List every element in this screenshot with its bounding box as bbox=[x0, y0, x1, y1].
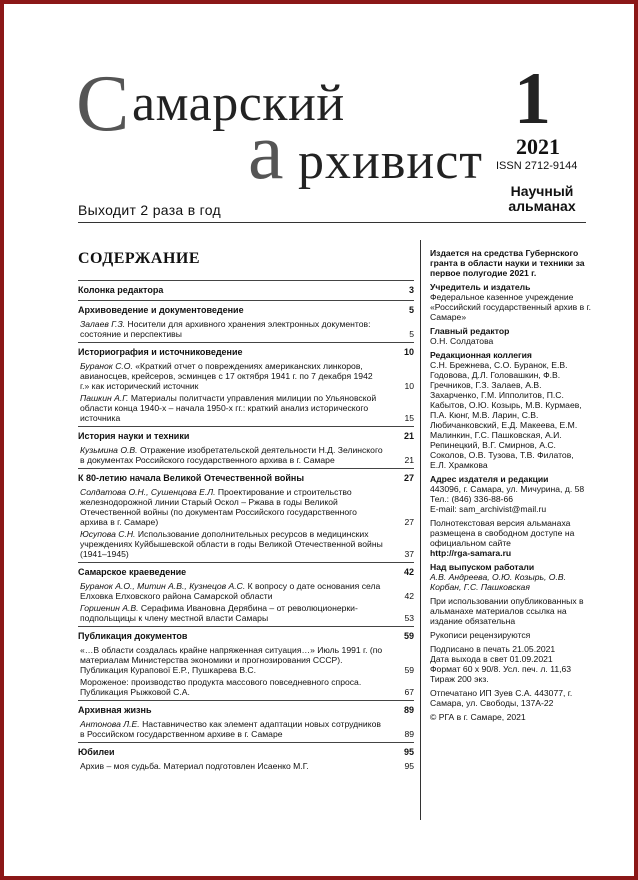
signed-date: Подписано в печать 21.05.2021 bbox=[430, 644, 556, 654]
toc-entry-title: Материалы политчасти управления милиции по Ульяновской области конца 1940-х – начала 1950-х гг.: краткий анализ исторического источника bbox=[80, 393, 377, 423]
frequency: Выходит 2 раза в год bbox=[78, 202, 221, 218]
toc-section-page: 21 bbox=[403, 431, 414, 441]
toc-entry-title: Архив – моя судьба. Материал подготовлен Исаенко М.Г. bbox=[80, 761, 309, 771]
toc-section-title: Юбилеи bbox=[78, 747, 115, 757]
toc-section-title: К 80-летию начала Великой Отечественной войны bbox=[78, 473, 305, 483]
toc-section-title: История науки и техники bbox=[78, 431, 190, 441]
publication-type: Научный альманах bbox=[508, 183, 576, 214]
toc-section-page: 42 bbox=[403, 567, 414, 577]
toc-section-page: 95 bbox=[403, 747, 414, 757]
toc-entry-author: Кузьмина О.В. bbox=[80, 445, 138, 455]
issue-year: 2021 bbox=[516, 134, 560, 159]
toc-section bbox=[78, 300, 414, 317]
toc-entry-author: Буранок С.О. bbox=[80, 361, 133, 371]
toc-entry-page: 67 bbox=[404, 687, 414, 697]
toc-entry-title: Мороженое: производство продукта массового повседневного спроса. Публикация Рыжковой С.А. bbox=[80, 677, 362, 697]
grant-note: Издается на средства Губернского гранта в области науки и техники за первое полугодие 2021 г. bbox=[430, 248, 585, 278]
title-initial-1: С bbox=[76, 60, 130, 148]
imprint-column bbox=[430, 248, 592, 722]
toc-entry-title: Проектирование и строительство железнодорожной линии Старый Оскол – Ржава в годы Великой Отечественной войны (по документам Российского государственного архива в г. Самаре) bbox=[80, 487, 357, 527]
toc-section-title: Историография и источниковедение bbox=[78, 347, 243, 357]
toc-entry bbox=[78, 645, 414, 675]
toc-entry-title: Наставничество как элемент адаптации новых сотрудников в Российском государственном архиве в г. Самаре bbox=[80, 719, 381, 739]
toc-entry bbox=[78, 361, 414, 391]
toc-section bbox=[78, 468, 414, 485]
toc-entry bbox=[78, 319, 414, 339]
editor: О.Н. Солдатова bbox=[430, 336, 494, 346]
toc-entry-title: Отражение изобретательской деятельности Н.Д. Зелинского в документах Российского государственного архива в г. Самаре bbox=[80, 445, 383, 465]
toc-entry-author: Буранок А.О., Митин А.В., Кузнецов А.С. bbox=[80, 581, 246, 591]
toc-entry-page: 21 bbox=[404, 455, 414, 465]
toc-entry-page: 27 bbox=[404, 517, 414, 527]
site-link[interactable]: http://rga-samara.ru bbox=[430, 548, 512, 558]
founder-label: Учредитель и издатель bbox=[430, 282, 531, 292]
toc-entry-title: «…В области создалась крайне напряженная ситуация…» Июль 1991 г. (по материалам Министерства экономики и прогнозирования СССР). Публикация Курапової Е.Р., Пушкарева В.С. bbox=[80, 645, 383, 675]
format: Формат 60 х 90/8. Усл. печ. л. 11,63 bbox=[430, 664, 572, 674]
worked-label: Над выпуском работали bbox=[430, 562, 535, 572]
header-divider bbox=[78, 222, 586, 223]
issn: ISSN 2712-9144 bbox=[496, 160, 578, 172]
toc-entry-title: Использование дополнительных ресурсов в медицинских учреждениях Куйбышевской области в годы Великой Отечественной войны (1941–1945) bbox=[80, 529, 383, 559]
toc-entry bbox=[78, 719, 414, 739]
toc-entry-page: 37 bbox=[404, 549, 414, 559]
circulation: Тираж 200 экз. bbox=[430, 674, 489, 684]
toc-heading: СОДЕРЖАНИЕ bbox=[78, 250, 201, 267]
toc-section-title: Колонка редактора bbox=[78, 285, 164, 295]
toc-section bbox=[78, 626, 414, 643]
toc-entry-author: Антонова Л.Е. bbox=[80, 719, 140, 729]
copyright: © РГА в г. Самаре, 2021 bbox=[430, 712, 526, 722]
toc-entry-title: Носители для архивного хранения электронных документов: состояние и перспективы bbox=[80, 319, 371, 339]
toc-section bbox=[78, 342, 414, 359]
toc-entry-page: 42 bbox=[404, 591, 414, 601]
table-of-contents bbox=[78, 280, 414, 771]
toc-entry-author: Пашкин А.Г. bbox=[80, 393, 129, 403]
toc-entry-page: 95 bbox=[404, 761, 414, 771]
fulltext-note: Полнотекстовая версия альманаха размещена в свободном доступе на официальном сайте bbox=[430, 518, 575, 548]
toc-entry-page: 5 bbox=[409, 329, 414, 339]
founder: Федеральное казенное учреждение «Российский государственный архив в г. Самаре» bbox=[430, 292, 592, 322]
toc-entry bbox=[78, 603, 414, 623]
toc-section bbox=[78, 280, 414, 297]
address-label: Адрес издателя и редакции bbox=[430, 474, 549, 484]
toc-entry-page: 53 bbox=[404, 613, 414, 623]
toc-entry-page: 10 bbox=[404, 381, 414, 391]
toc-entry bbox=[78, 529, 414, 559]
toc-entry-author: Залаев Г.З. bbox=[80, 319, 126, 329]
issue-number: 1 bbox=[514, 58, 551, 140]
board-label: Редакционная коллегия bbox=[430, 350, 532, 360]
worked: А.В. Андреева, О.Ю. Козырь, О.В. Корбан, Г.С. Пашковская bbox=[430, 572, 566, 592]
toc-entry bbox=[78, 677, 414, 697]
toc-entry-title: «Краткий отчет о повреждениях американских линкоров, авианосцев, крейсеров, эсминцев с 17 октября 1941 г. по 7 декабря 1942 г.» как исторический источник bbox=[80, 361, 373, 391]
toc-section bbox=[78, 700, 414, 717]
board: С.Н. Брежнева, С.О. Буранок, Е.В. Годовова, Д.Л. Головашкин, Ф.В. Гречников, Г.З. Залаев, А.В. Захарченко, Г.М. Ипполитов, П.С. Кабытов, О.Ю. Козырь, М.В. Курмаев, П.А. Кюнг, М.В. Ларин, С.В. Любичанковский, Е.Д. Макеева, Е.М. Малинкин, Г.С. Пашковская, А.И. Репинецкий, В.Г. Смирнов, А.С. Соколов, О.В. Тузова, Т.В. Филатов, Е.Л. Храмкова bbox=[430, 360, 582, 470]
toc-entry bbox=[78, 581, 414, 601]
toc-entry-title: Серафима Ивановна Дерябина – от революционерки-подпольщицы к члену местной власти Самары bbox=[80, 603, 358, 623]
toc-entry-author: Солдатова О.Н., Сушенцова Е.Л. bbox=[80, 487, 216, 497]
toc-section-title: Архивная жизнь bbox=[78, 705, 152, 715]
toc-section-title: Самарское краеведение bbox=[78, 567, 187, 577]
release-date: Дата выхода в свет 01.09.2021 bbox=[430, 654, 553, 664]
title-line-1: амарский bbox=[132, 75, 345, 132]
toc-section-page: 89 bbox=[403, 705, 414, 715]
address: 443096, г. Самара, ул. Мичурина, д. 58 bbox=[430, 484, 585, 494]
toc-entry-author: Юсупова С.Н. bbox=[80, 529, 136, 539]
toc-section-title: Публикация документов bbox=[78, 631, 188, 641]
toc-section-page: 27 bbox=[403, 473, 414, 483]
toc-section-page: 59 bbox=[403, 631, 414, 641]
title-initial-2: а bbox=[248, 108, 284, 196]
citation-note: При использовании опубликованных в альманахе материалов ссылка на издание обязательна bbox=[430, 596, 584, 626]
review-note: Рукописи рецензируются bbox=[430, 630, 531, 640]
toc-entry-page: 59 bbox=[404, 665, 414, 675]
toc-entry bbox=[78, 487, 414, 527]
toc-section-page: 3 bbox=[408, 285, 414, 295]
toc-section bbox=[78, 562, 414, 579]
toc-entry-page: 15 bbox=[404, 413, 414, 423]
editor-label: Главный редактор bbox=[430, 326, 510, 336]
toc-section bbox=[78, 742, 414, 759]
toc-entry bbox=[78, 445, 414, 465]
toc-entry bbox=[78, 393, 414, 423]
phone: Тел.: (846) 336-88-66 bbox=[430, 494, 514, 504]
toc-section-page: 10 bbox=[403, 347, 414, 357]
title-line-2: рхивист bbox=[298, 133, 484, 190]
toc-entry-title: К вопросу о дате основания села Елховка Елховского района Самарской области bbox=[80, 581, 381, 601]
email: E-mail: sam_archivist@mail.ru bbox=[430, 504, 547, 514]
toc-entry bbox=[78, 761, 414, 771]
toc-section-page: 5 bbox=[408, 305, 414, 315]
toc-section bbox=[78, 426, 414, 443]
toc-entry-author: Горшенин А.В. bbox=[80, 603, 139, 613]
toc-entry-page: 89 bbox=[404, 729, 414, 739]
toc-section-title: Архивоведение и документоведение bbox=[78, 305, 244, 315]
column-divider bbox=[420, 240, 421, 820]
printer: Отпечатано ИП Зуев С.А. 443077, г. Самара, ул. Свободы, 137А-22 bbox=[430, 688, 573, 708]
